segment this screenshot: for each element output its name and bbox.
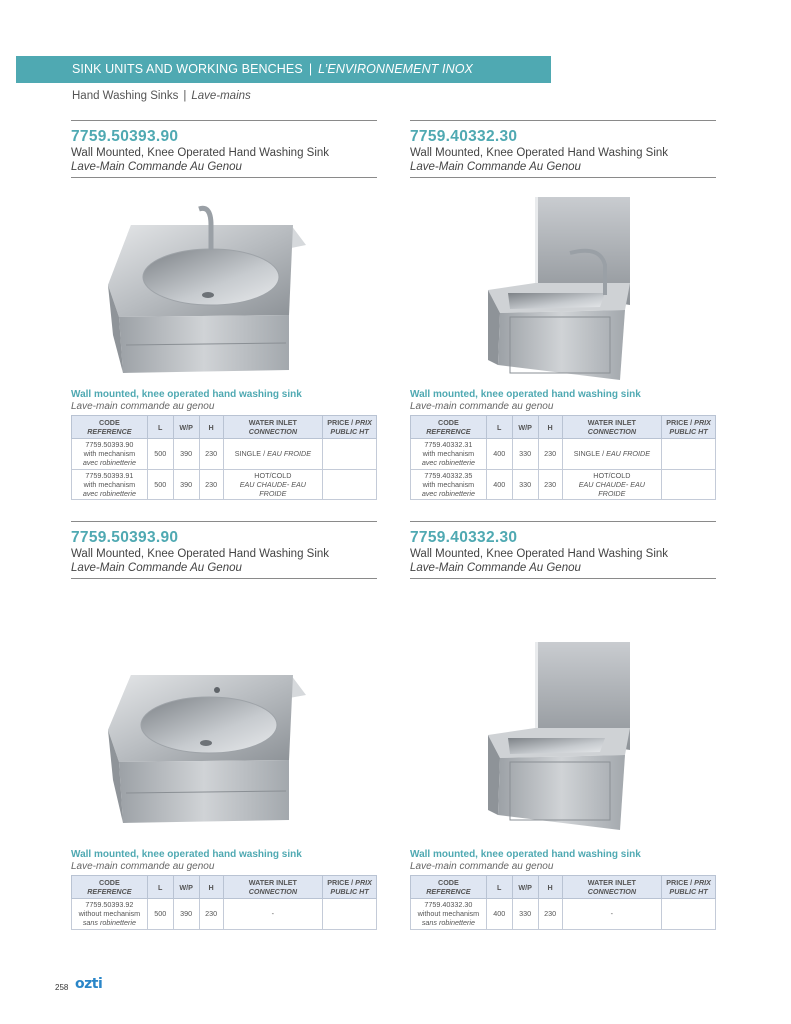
table-row — [411, 439, 716, 470]
caption-fr: Lave-main commande au genou — [71, 401, 215, 412]
col-code — [72, 416, 148, 439]
caption-en: Wall mounted, knee operated hand washing sink — [410, 849, 641, 860]
divider — [71, 177, 377, 178]
col-water-en: WATER INLET — [248, 418, 297, 427]
table-header-row — [411, 416, 716, 439]
mech-fr: avec robinetterie — [82, 489, 136, 499]
divider — [410, 578, 716, 579]
col-code — [411, 416, 487, 439]
cell-h: 230 — [538, 439, 562, 470]
inlet-fr2: FROIDE — [259, 489, 287, 499]
col-l: L — [486, 416, 512, 439]
cell-wp: 330 — [512, 899, 538, 930]
cell-price — [662, 439, 716, 470]
cell-inlet: - — [223, 899, 323, 930]
cell-l: 500 — [147, 439, 173, 470]
subheading-en: Hand Washing Sinks — [72, 90, 179, 102]
cell-price — [323, 899, 377, 930]
cell-ref — [411, 469, 487, 500]
cell-l: 400 — [486, 899, 512, 930]
spec-table — [410, 415, 716, 500]
product-code: 7759.50393.90 — [71, 529, 179, 546]
col-h: H — [199, 416, 223, 439]
divider — [410, 120, 716, 121]
cell-wp: 390 — [173, 469, 199, 500]
product-block — [71, 521, 377, 579]
col-l: L — [486, 876, 512, 899]
inlet-fr2: FROIDE — [598, 489, 626, 499]
cell-h: 230 — [199, 439, 223, 470]
cell-h: 230 — [199, 469, 223, 500]
col-price-fr: PRIX — [355, 878, 372, 887]
col-water — [562, 876, 662, 899]
col-wp: W/P — [512, 416, 538, 439]
cell-l: 500 — [147, 469, 173, 500]
col-code — [411, 876, 487, 899]
cell-inlet — [562, 469, 662, 500]
col-wp: W/P — [512, 876, 538, 899]
col-price — [323, 416, 377, 439]
col-l: L — [147, 876, 173, 899]
cell-inlet — [562, 439, 662, 470]
col-price-en: PRICE / — [666, 878, 693, 887]
inlet-fr: EAU FROIDE — [606, 449, 650, 459]
col-wp: W/P — [173, 416, 199, 439]
product-title-en: Wall Mounted, Knee Operated Hand Washing Sink — [410, 147, 669, 159]
col-water-en: WATER INLET — [587, 878, 636, 887]
table-header-row — [72, 416, 377, 439]
cell-wp: 390 — [173, 439, 199, 470]
cell-wp: 330 — [512, 469, 538, 500]
mech-fr: avec robinetterie — [82, 458, 136, 468]
subheading-divider: | — [183, 90, 187, 102]
col-water-fr: CONNECTION — [587, 887, 637, 896]
table-header-row — [72, 876, 377, 899]
divider — [410, 177, 716, 178]
table-row — [72, 469, 377, 500]
product-title-fr: Lave-Main Commande Au Genou — [71, 562, 242, 574]
col-price-fr: PRIX — [355, 418, 372, 427]
caption-en: Wall mounted, knee operated hand washing sink — [71, 389, 302, 400]
table-row — [411, 899, 716, 930]
cell-ref — [411, 439, 487, 470]
caption-fr: Lave-main commande au genou — [410, 401, 554, 412]
spec-table — [71, 415, 377, 500]
divider — [71, 578, 377, 579]
col-price-en: PRICE / — [666, 418, 693, 427]
col-code-en: CODE — [438, 878, 459, 887]
col-h: H — [538, 416, 562, 439]
col-price — [662, 416, 716, 439]
product-title-en: Wall Mounted, Knee Operated Hand Washing Sink — [71, 147, 330, 159]
divider — [71, 120, 377, 121]
inlet-en: HOT/COLD — [593, 470, 631, 480]
mech-en: without mechanism — [78, 909, 141, 919]
cell-wp: 330 — [512, 439, 538, 470]
inlet-en: SINGLE / — [573, 449, 607, 459]
cell-inlet — [223, 439, 323, 470]
ref-code: 7759.50393.92 — [85, 900, 134, 909]
col-water-en: WATER INLET — [248, 878, 297, 887]
table-row — [72, 899, 377, 930]
table-header-row — [411, 876, 716, 899]
col-water-en: WATER INLET — [587, 418, 636, 427]
cell-price — [323, 439, 377, 470]
col-price-fr2: PUBLIC HT — [330, 427, 369, 436]
product-block — [410, 521, 716, 579]
cell-wp: 390 — [173, 899, 199, 930]
ref-code: 7759.40332.30 — [424, 900, 473, 909]
divider — [410, 521, 716, 522]
brand-logo: ozti — [75, 976, 103, 992]
product-title-fr: Lave-Main Commande Au Genou — [71, 161, 242, 173]
mech-fr: avec robinetterie — [421, 458, 475, 468]
ref-code: 7759.40332.31 — [424, 440, 473, 449]
mech-en: without mechanism — [417, 909, 480, 919]
subheading — [72, 90, 251, 102]
col-water — [223, 416, 323, 439]
cell-l: 500 — [147, 899, 173, 930]
cell-h: 230 — [199, 899, 223, 930]
product-title-en: Wall Mounted, Knee Operated Hand Washing Sink — [410, 548, 669, 560]
col-price-en: PRICE / — [327, 878, 354, 887]
mech-en: with mechanism — [422, 479, 475, 489]
product-block — [71, 120, 377, 178]
col-code-en: CODE — [99, 418, 120, 427]
col-h: H — [538, 876, 562, 899]
col-code-fr: REFERENCE — [87, 887, 132, 896]
subheading-fr: Lave-mains — [191, 90, 251, 102]
cell-inlet — [223, 469, 323, 500]
mech-fr: sans robinetterie — [82, 918, 136, 928]
cell-inlet: - — [562, 899, 662, 930]
cell-l: 400 — [486, 439, 512, 470]
ref-code: 7759.40332.35 — [424, 470, 473, 480]
section-title-en: SINK UNITS AND WORKING BENCHES — [72, 62, 303, 76]
col-price-en: PRICE / — [327, 418, 354, 427]
col-water — [223, 876, 323, 899]
caption-fr: Lave-main commande au genou — [71, 861, 215, 872]
col-code-fr: REFERENCE — [426, 427, 471, 436]
col-wp: W/P — [173, 876, 199, 899]
col-water — [562, 416, 662, 439]
mech-fr: sans robinetterie — [421, 918, 475, 928]
col-code — [72, 876, 148, 899]
col-price-fr: PRIX — [694, 418, 711, 427]
product-code: 7759.50393.90 — [71, 128, 179, 145]
ref-code: 7759.50393.90 — [85, 440, 134, 449]
product-block — [410, 120, 716, 178]
divider — [71, 521, 377, 522]
col-code-fr: REFERENCE — [87, 427, 132, 436]
caption-en: Wall mounted, knee operated hand washing sink — [410, 389, 641, 400]
col-code-en: CODE — [438, 418, 459, 427]
cell-h: 230 — [538, 899, 562, 930]
cell-ref — [411, 899, 487, 930]
caption-en: Wall mounted, knee operated hand washing sink — [71, 849, 302, 860]
cell-l: 400 — [486, 469, 512, 500]
product-title-fr: Lave-Main Commande Au Genou — [410, 562, 581, 574]
col-l: L — [147, 416, 173, 439]
sink-image-oval-with-tap — [71, 195, 377, 380]
col-price-fr2: PUBLIC HT — [330, 887, 369, 896]
product-title-fr: Lave-Main Commande Au Genou — [410, 161, 581, 173]
inlet-en: SINGLE / — [234, 449, 268, 459]
sink-image-rect-with-tap — [410, 195, 716, 380]
cell-ref — [72, 439, 148, 470]
page-number: 258 — [55, 983, 69, 992]
cell-price — [323, 469, 377, 500]
col-h: H — [199, 876, 223, 899]
product-code: 7759.40332.30 — [410, 128, 518, 145]
col-price-fr2: PUBLIC HT — [669, 427, 708, 436]
table-row — [411, 469, 716, 500]
col-water-fr: CONNECTION — [587, 427, 637, 436]
cell-price — [662, 469, 716, 500]
product-title-en: Wall Mounted, Knee Operated Hand Washing Sink — [71, 548, 330, 560]
cell-price — [662, 899, 716, 930]
mech-en: with mechanism — [83, 479, 136, 489]
col-price — [662, 876, 716, 899]
cell-h: 230 — [538, 469, 562, 500]
section-banner — [16, 56, 551, 83]
col-water-fr: CONNECTION — [248, 887, 298, 896]
section-divider: | — [308, 62, 313, 76]
spec-table — [71, 875, 377, 930]
cell-ref — [72, 899, 148, 930]
mech-fr: avec robinetterie — [421, 489, 475, 499]
table-row — [72, 439, 377, 470]
inlet-fr: EAU CHAUDE- EAU — [239, 479, 306, 489]
sink-image-oval-no-tap — [71, 660, 377, 825]
section-title-fr: L’ENVIRONNEMENT INOX — [318, 62, 473, 76]
inlet-fr: EAU CHAUDE- EAU — [578, 479, 645, 489]
col-price-fr: PRIX — [694, 878, 711, 887]
mech-en: with mechanism — [422, 449, 475, 459]
mech-en: with mechanism — [83, 449, 136, 459]
cell-ref — [72, 469, 148, 500]
spec-table — [410, 875, 716, 930]
inlet-fr: EAU FROIDE — [267, 449, 311, 459]
sink-image-rect-no-tap — [410, 640, 716, 835]
inlet-en: HOT/COLD — [254, 470, 292, 480]
col-water-fr: CONNECTION — [248, 427, 298, 436]
col-code-en: CODE — [99, 878, 120, 887]
caption-fr: Lave-main commande au genou — [410, 861, 554, 872]
ref-code: 7759.50393.91 — [85, 470, 134, 480]
product-code: 7759.40332.30 — [410, 529, 518, 546]
col-code-fr: REFERENCE — [426, 887, 471, 896]
col-price-fr2: PUBLIC HT — [669, 887, 708, 896]
col-price — [323, 876, 377, 899]
